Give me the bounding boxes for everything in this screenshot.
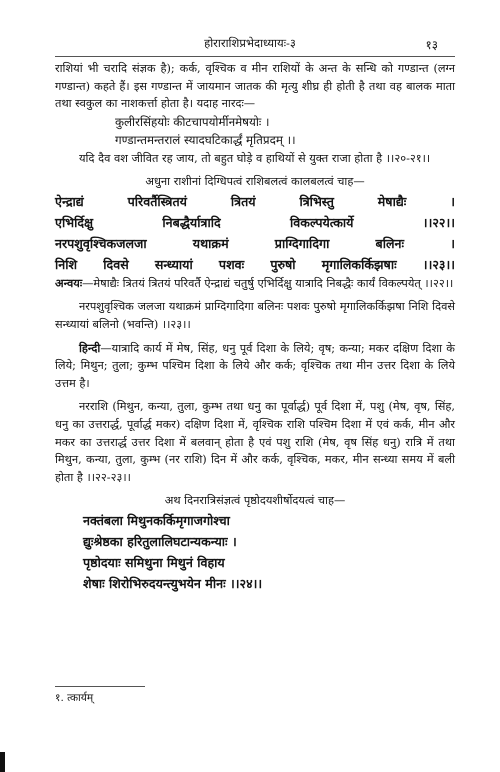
hindi-paragraph — [55, 340, 455, 393]
paragraph-strength: नरराशि (मिथुन, कन्या, तुला, कुम्भ तथा धनु का पूर्वार्द्ध) पूर्व दिशा में, पशु (मेष, वृष, सिंह, धनु का उत्तरार्द्ध, पूर्वार्द्ध मकर) दक्षिण दिशा में, वृश्चिक राशि पश्चिम दिशा में एवं कर्क, मीन और मकर का उत्तरार्द्ध उत्तर दिशा में बलवान् होता है एवं पशु राशि (मेष, वृष सिंह धनु) रात्रि में तथा मिथुन, कन्या, तुला, कुम्भ (नर राशि) दिन में और कर्क, वृश्चिक, मकर, मीन सन्ध्या समय में बली होता है ।।२२-२३।। — [55, 400, 455, 484]
header-title: होराराशिप्रभेदाध्यायः-३ — [204, 36, 296, 50]
footnote-rule — [55, 686, 145, 687]
verse-22-23 — [55, 191, 455, 275]
hindi-text: —यात्रादि कार्य में मेष, सिंह, धनु पूर्व दिशा के लिये; वृष; कन्या; मकर दक्षिण दिशा के लिये; मिथुन; तुला; कुम्भ पश्चिम दिशा के लिये और कर्क; वृश्चिक तथा मीन उत्तर दिशा के लिये उत्तम है। — [55, 341, 455, 390]
paragraph-gandanta: राशियां भी चरादि संज्ञक है); कर्क, वृश्चिक व मीन राशियों के अन्त के सन्धि को गण्डान्त (लग्न गण्डान्त) कहते हैं। इस गण्डान्त में जायमान जातक की मृत्यु शीघ्र ही होती है तथा वह बालक माता तथा स्वकुल का नाशकर्त्ता होता है। यदाह नारदः— — [55, 62, 455, 111]
running-header — [0, 36, 500, 54]
paragraph-result: यदि दैव वश जीवित रह जाय, तो बहुत घोड़े व हाथियों से युक्त राजा होता है ।।२०-२१।। — [79, 151, 431, 165]
quote-line-1: कुलीरसिंहयोः कीटचापयोर्मीनमेषयोः । — [115, 114, 270, 129]
page-body — [55, 60, 455, 594]
verse24-line-2: द्युःश्रेष्ठका हरितुलालिघटान्यकन्याः । — [83, 533, 237, 549]
hindi-label: हिन्दी — [79, 340, 101, 355]
narada-quote — [115, 113, 455, 150]
header-rule — [55, 56, 455, 57]
verse-line-1: ऐन्द्राद्यं परिवर्तैस्त्रितयं त्रितयं त्रिभिस्तु मेषाद्यैः । — [55, 193, 455, 209]
quote-line-2: गण्डान्तमन्तरालं स्यादघटिकार्द्धं मृतिप्रदम् ।। — [115, 133, 296, 148]
verse-line-3: नरपशुवृश्चिकजलजा यथाक्रमं प्राग्दिगादिगा बलिनः । — [55, 235, 455, 251]
section-intro-day-night: अथ दिनरात्रिसंज्ञत्वं पृष्ठोदयशीर्षोदयत्वं चाह— — [164, 494, 346, 508]
page-number: १३ — [425, 38, 438, 52]
verse24-line-1: नक्तंबला मिथुनकर्किमृगाजगोश्चा — [83, 512, 230, 528]
verse24-line-3: पृष्ठोदयाः समिथुना मिथुनं विहाय — [83, 554, 225, 570]
anvaya-text: —मेषाद्यैः त्रितयं त्रितयं परिवर्तै ऐन्द्राद्यं चतुर्षु एभिर्दिक्षु यात्रादि निबद्धैः कार्यं विकल्पयेत् ।।२२।। — [82, 276, 454, 290]
footnote: १. त्कार्यम् — [55, 692, 94, 704]
verse24-line-4: शेषाः शिरोभिरुदयन्त्युभयेन मीनः ।।२४।। — [83, 575, 263, 591]
section-intro-directions: अधुना राशीनां दिग्धिपत्वं राशिबलत्वं कालबलत्वं चाह— — [145, 175, 365, 189]
prose-verse-23: नरपशुवृश्चिक जलजा यथाक्रमं प्राग्दिगादिगा बलिनः पशवः पुरुषो मृगालिकर्किझषा निशि दिवसे सन्ध्यायां बलिनो (भवन्ति) ।।२३।। — [55, 300, 455, 331]
page-edge-mark — [0, 752, 5, 772]
verse-24 — [55, 510, 455, 594]
anvaya-paragraph — [55, 275, 455, 293]
verse-line-2: एभिर्दिक्षु निबद्धैर्यात्रादि विकल्पयेत्कार्ये ।।२२।। — [55, 214, 455, 230]
anvaya-label: अन्वयः — [55, 275, 83, 290]
verse-line-4: निशि दिवसे सन्ध्यायां पशवः पुरुषो मृगालिकर्किझषाः ।।२३।। — [55, 256, 455, 272]
